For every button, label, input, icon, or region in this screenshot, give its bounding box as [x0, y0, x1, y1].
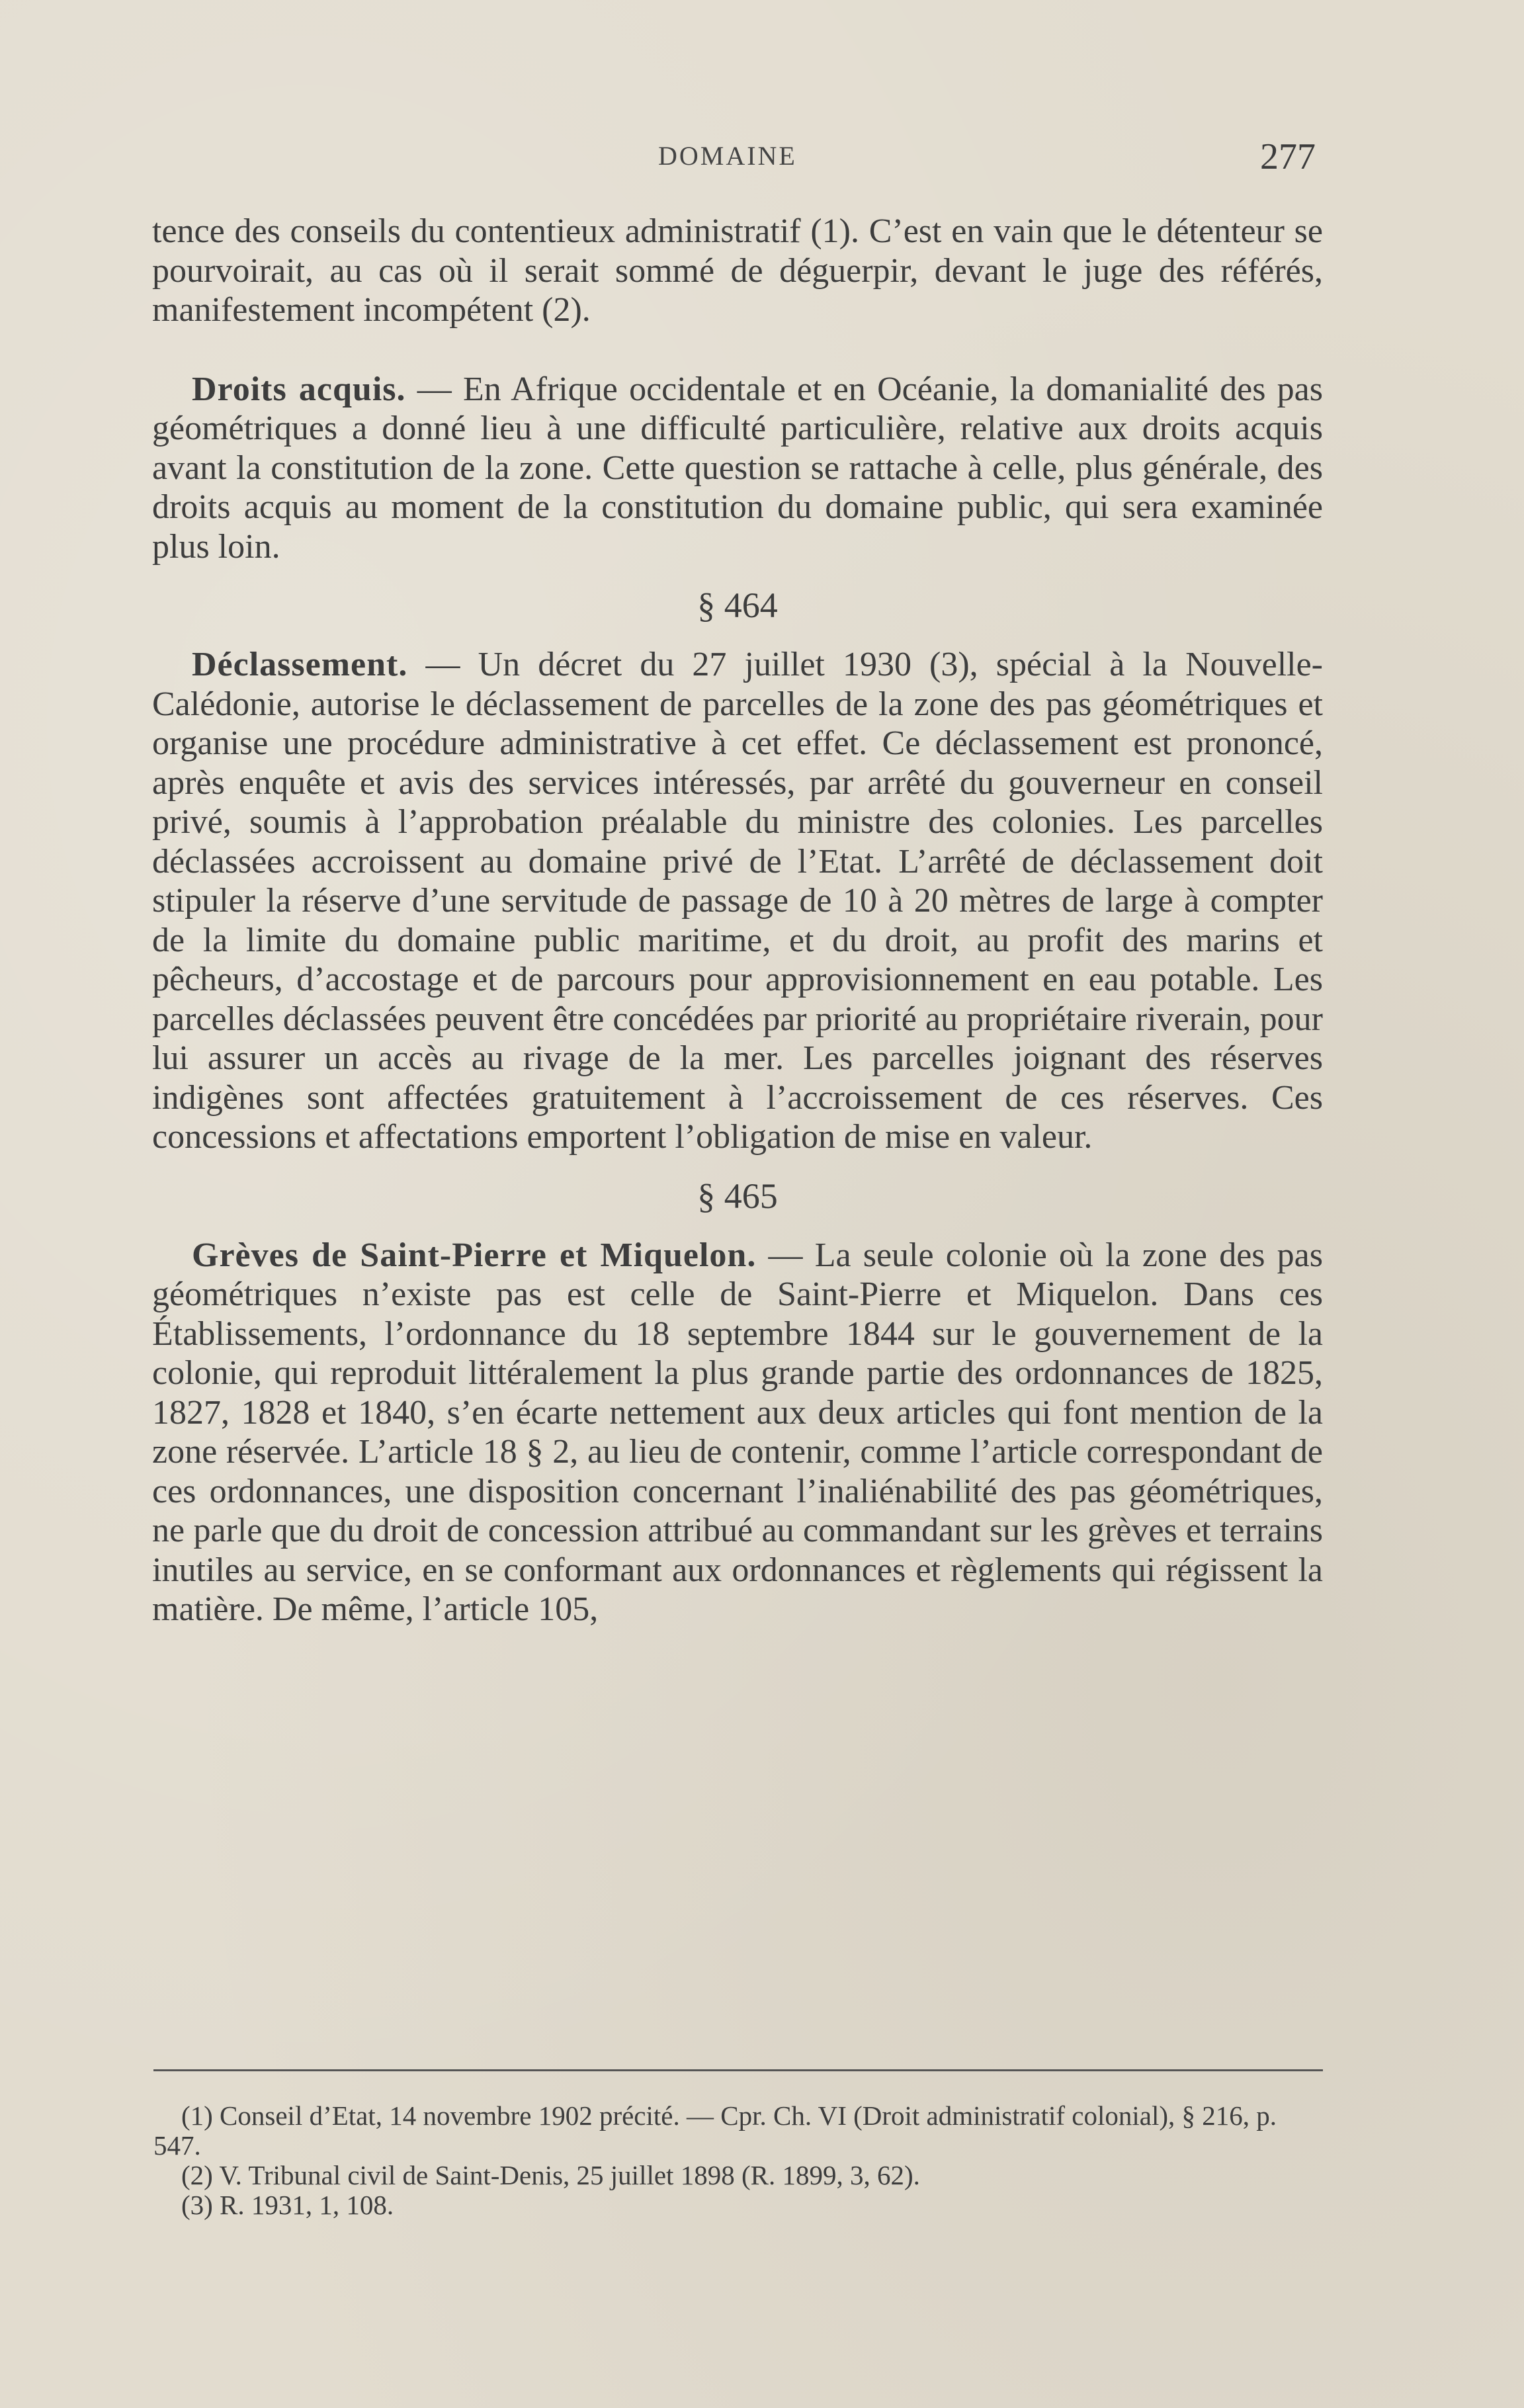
- footnotes: [153, 2101, 1323, 2220]
- paragraph-text-droits-acquis: — En Afrique occidentale et en Océanie, la domanialité des pas géométriques a donné lieu à une difficulté particulière, relative aux droits acquis avant la constitution de la zone. Cette question se rattache à celle, plus générale, des droits acquis au moment de la constitution du domaine public, qui sera examinée plus loin.: [152, 370, 1323, 566]
- body-text: [152, 212, 1323, 1629]
- footnote-3: (3) R. 1931, 1, 108.: [181, 2190, 394, 2220]
- footnote-rule: [153, 2069, 1323, 2071]
- paragraph-greves: [152, 1236, 1323, 1629]
- spacer: [152, 330, 1323, 370]
- section-heading-464: § 464: [697, 585, 778, 625]
- paragraph-text-declassement: — Un décret du 27 juillet 1930 (3), spécial à la Nouvelle-Calédonie, autorise le déclassement de parcelles de la zone des pas géométriques et organise une procédure administrative à cet effet. Ce déclassement est prononcé, après enquête et avis des services intéressés, par arrêté du gouverneur en conseil privé, soumis à l’approbation préalable du ministre des colonies. Les parcelles déclassées accroissent au domaine privé de l’Etat. L’arrêté de déclassement doit stipuler la réserve d’une servitude de passage de 10 à 20 mètres de large à compter de la limite du domaine public maritime, et du droit, au profit des marins et pêcheurs, d’accostage et de parcours pour approvisionnement en eau potable. Les parcelles déclassées peuvent être concédées par priorité au propriétaire riverain, pour lui assurer un accès au rivage de la mer. Les parcelles joignant des réserves indigènes sont affectées gratuitement à l’accroissement de ces réserves. Ces concessions et affectations emportent l’obligation de mise en valeur.: [152, 646, 1323, 1156]
- run-in-heading-droits-acquis: Droits acquis.: [192, 370, 406, 408]
- run-in-heading-greves: Grèves de Saint-Pierre et Miquelon.: [192, 1236, 757, 1274]
- footnote-2: (2) V. Tribunal civil de Saint-Denis, 25 juillet 1898 (R. 1899, 3, 62).: [181, 2160, 920, 2190]
- paragraph-declassement: [152, 645, 1323, 1157]
- section-heading-465: § 465: [697, 1176, 778, 1216]
- footnote-1: (1) Conseil d’Etat, 14 novembre 1902 précité. — Cpr. Ch. VI (Droit administratif colonial), § 216, p. 547.: [153, 2100, 1277, 2161]
- paragraph-droits-acquis: [152, 370, 1323, 567]
- paragraph-text-greves: — La seule colonie où la zone des pas géométriques n’existe pas est celle de Saint-Pierre et Miquelon. Dans ces Établissements, l’ordonnance du 18 septembre 1844 sur le gouvernement de la colonie, qui reproduit littéralement la plus grande partie des ordonnances de 1825, 1827, 1828 et 1840, s’en écarte nettement aux deux articles qui font mention de la zone réservée. L’article 18 § 2, au lieu de contenir, comme l’article correspondant de ces ordonnances, une disposition concernant l’inaliénabilité des pas géométriques, ne parle que du droit de concession attribué au commandant sur les grèves et terrains inutiles au service, en se conformant aux ordonnances et règlements qui régissent la matière. De même, l’article 105,: [152, 1236, 1324, 1628]
- run-in-heading-declassement: Déclassement.: [192, 646, 408, 683]
- running-head: DOMAINE: [658, 141, 797, 171]
- page-number: 277: [1260, 136, 1316, 177]
- continued-paragraph: tence des conseils du contentieux administratif (1). C’est en vain que le détenteur se pourvoirait, au cas où il serait sommé de déguerpir, devant le juge des référés, manifestement incompétent (2).: [152, 212, 1323, 329]
